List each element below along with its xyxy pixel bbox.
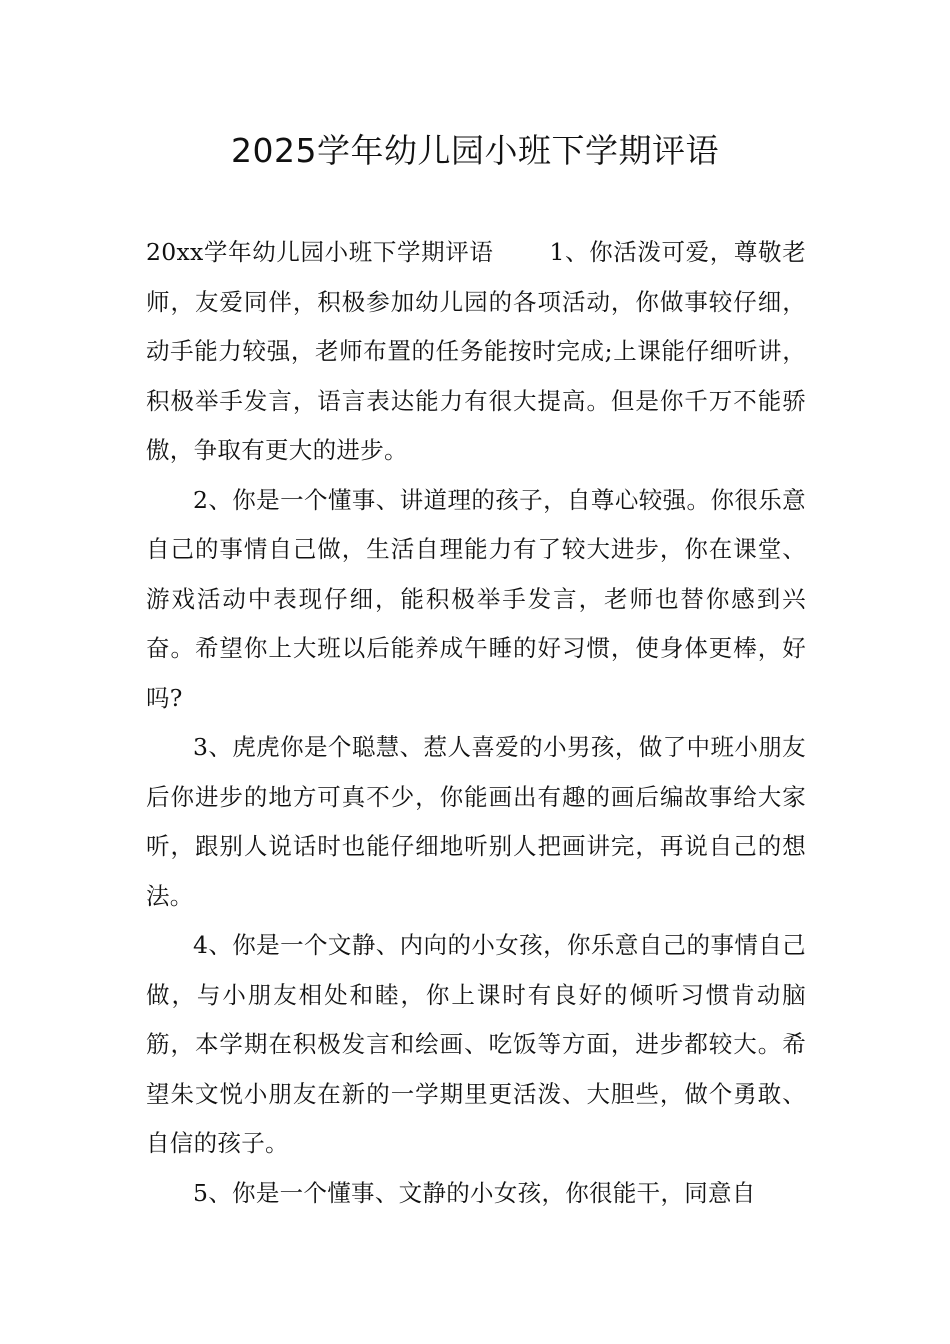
document-title: 2025学年幼儿园小班下学期评语 bbox=[231, 131, 719, 170]
paragraph-1-lead: 20xx学年幼儿园小班下学期评语 bbox=[146, 238, 494, 266]
document-body bbox=[146, 228, 806, 1218]
paragraph-3: 3、虎虎你是个聪慧、惹人喜爱的小男孩，做了中班小朋友后你进步的地方可真不少，你能画出有趣的画后编故事给大家听，跟别人说话时也能仔细地听别人把画讲完，再说自己的想法。 bbox=[146, 733, 806, 910]
paragraph-4: 4、你是一个文静、内向的小女孩，你乐意自己的事情自己做，与小朋友相处和睦，你上课时有良好的倾听习惯肯动脑筋，本学期在积极发言和绘画、吃饭等方面，进步都较大。希望朱文悦小朋友在新的一学期里更活泼、大胆些，做个勇敢、自信的孩子。 bbox=[146, 931, 806, 1157]
paragraph-1-text: 1、你活泼可爱，尊敬老师，友爱同伴，积极参加幼儿园的各项活动，你做事较仔细，动手能力较强，老师布置的任务能按时完成;上课能仔细听讲，积极举手发言，语言表达能力有很大提高。但是你千万不能骄傲，争取有更大的进步。 bbox=[146, 238, 806, 464]
paragraph-5: 5、你是一个懂事、文静的小女孩，你很能干，同意自 bbox=[193, 1178, 756, 1207]
paragraph-1 bbox=[146, 228, 806, 476]
paragraph-2: 2、你是一个懂事、讲道理的孩子，自尊心较强。你很乐意自己的事情自己做，生活自理能力有了较大进步，你在课堂、游戏活动中表现仔细，能积极举手发言，老师也替你感到兴奋。希望你上大班以后能养成午睡的好习惯，使身体更棒，好吗? bbox=[146, 485, 806, 712]
